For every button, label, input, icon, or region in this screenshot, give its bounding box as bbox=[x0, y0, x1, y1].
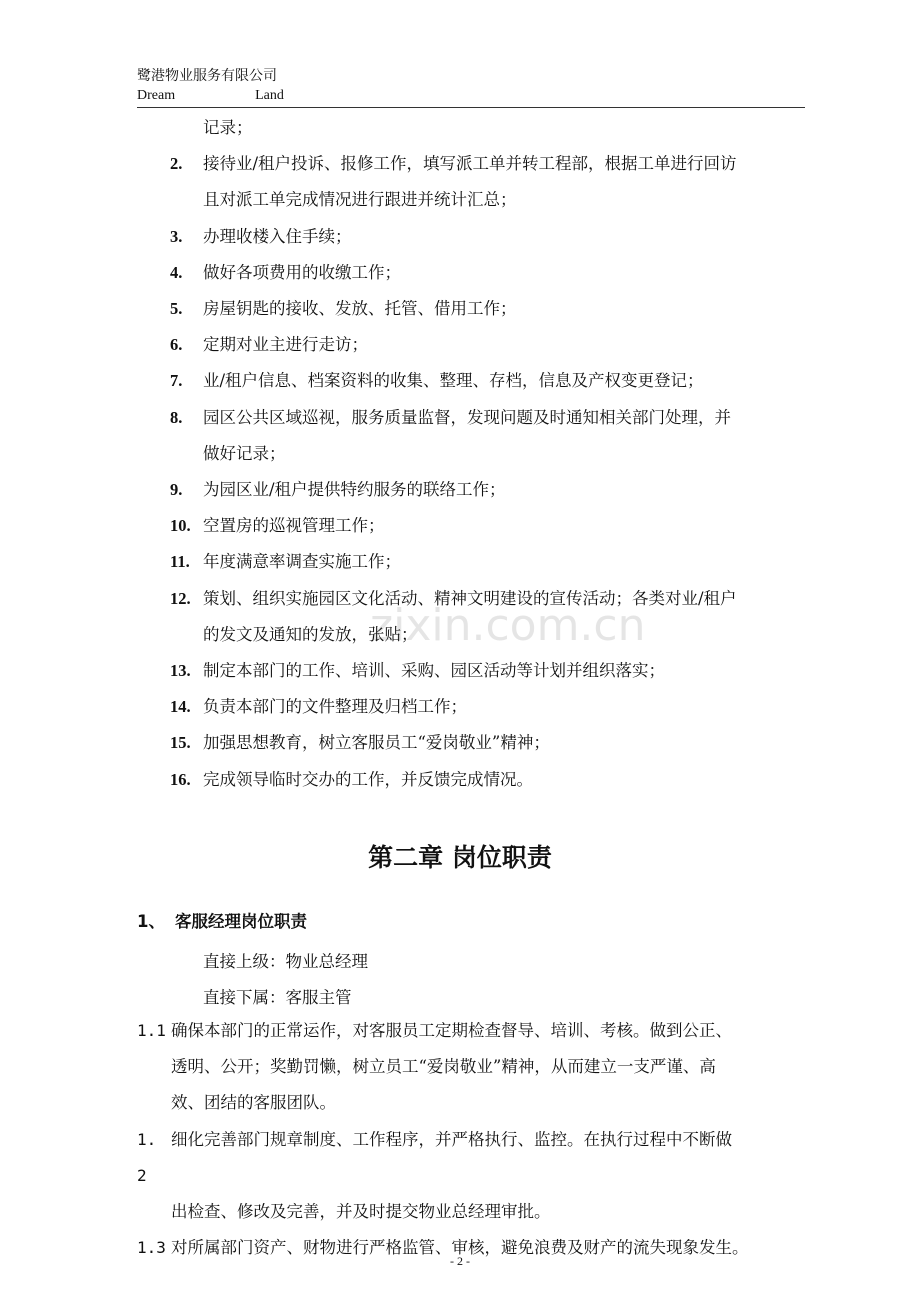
list-item bbox=[170, 762, 810, 798]
paragraph-number: 1. 2 bbox=[137, 1129, 157, 1185]
brand-left: Dream bbox=[137, 88, 176, 103]
duty-paragraph bbox=[137, 1122, 809, 1194]
section-heading bbox=[137, 908, 307, 932]
list-item-text: 园区公共区域巡视，服务质量监督，发现问题及时通知相关部门处理，并 bbox=[203, 407, 731, 427]
list-item-number: 6. bbox=[170, 335, 183, 355]
duty-paragraph bbox=[137, 1013, 809, 1049]
list-item bbox=[170, 146, 810, 182]
list-item-text: 房屋钥匙的接收、发放、托管、借用工作； bbox=[203, 299, 517, 319]
list-item-text: 加强思想教育，树立客服员工“爱岗敬业”精神； bbox=[203, 733, 550, 753]
chapter-title: 第二章 岗位职责 bbox=[368, 843, 552, 872]
list-item bbox=[170, 689, 810, 725]
list-item bbox=[170, 400, 810, 436]
list-item-text: 为园区业/租户提供特约服务的联络工作； bbox=[203, 480, 506, 500]
list-item-text: 业/租户信息、档案资料的收集、整理、存档，信息及产权变更登记； bbox=[203, 371, 704, 391]
list-item bbox=[170, 725, 810, 761]
list-item bbox=[170, 581, 810, 617]
list-item bbox=[170, 255, 810, 291]
list-item-text: 负责本部门的文件整理及归档工作； bbox=[203, 697, 467, 717]
list-item bbox=[170, 291, 810, 327]
list-item-text: 制定本部门的工作、培训、采购、园区活动等计划并组织落实； bbox=[203, 661, 665, 681]
list-item-number: 11. bbox=[170, 552, 190, 572]
header-brand bbox=[137, 88, 284, 104]
paragraph-text: 对所属部门资产、财物进行严格监管、审核，避免浪费及财产的流失现象发生。 bbox=[171, 1238, 749, 1258]
list-item-number: 12. bbox=[170, 588, 191, 608]
list-continuation: 记录； bbox=[203, 118, 253, 137]
list-item-text: 做好记录； bbox=[203, 443, 286, 463]
list-item-number: 13. bbox=[170, 661, 191, 681]
list-item-number: 16. bbox=[170, 769, 191, 789]
list-item-number: 8. bbox=[170, 407, 183, 427]
list-item-number: 9. bbox=[170, 480, 183, 500]
paragraph-text: 透明、公开；奖勤罚懒，树立员工“爱岗敬业”精神，从而建立一支严谨、高 bbox=[171, 1057, 716, 1077]
list-item-text: 的发文及通知的发放，张贴； bbox=[203, 624, 418, 644]
list-item-text: 年度满意率调查实施工作； bbox=[203, 552, 401, 572]
paragraph-number: 1.3 bbox=[137, 1238, 166, 1258]
list-item bbox=[170, 544, 810, 580]
list-item-text: 且对派工单完成情况进行跟进并统计汇总； bbox=[203, 190, 517, 210]
page-number: - 2 - bbox=[450, 1254, 470, 1268]
header-company: 鹭港物业服务有限公司 bbox=[137, 69, 277, 84]
duty-list bbox=[170, 110, 810, 798]
list-item bbox=[170, 508, 810, 544]
direct-superior: 直接上级：物业总经理 bbox=[203, 952, 368, 971]
list-item-text: 定期对业主进行走访； bbox=[203, 335, 368, 355]
list-item-text: 做好各项费用的收缴工作； bbox=[203, 262, 401, 282]
header-rule bbox=[137, 107, 805, 108]
list-item bbox=[170, 472, 810, 508]
watermark: zixin.com.cn bbox=[370, 600, 646, 651]
section-title: 客服经理岗位职责 bbox=[175, 912, 307, 931]
paragraph-number: 1.1 bbox=[137, 1021, 166, 1040]
list-item bbox=[170, 327, 810, 363]
paragraph-text: 出检查、修改及完善，并及时提交物业总经理审批。 bbox=[171, 1202, 551, 1222]
list-item-number: 14. bbox=[170, 697, 191, 717]
paragraph-text: 细化完善部门规章制度、工作程序，并严格执行、监控。在执行过程中不断做 bbox=[171, 1129, 732, 1149]
list-item-number: 3. bbox=[170, 226, 183, 246]
list-item-number: 10. bbox=[170, 516, 191, 536]
list-item bbox=[170, 363, 810, 399]
list-item-text: 空置房的巡视管理工作； bbox=[203, 516, 385, 536]
duty-paragraphs bbox=[137, 1013, 809, 1266]
list-item bbox=[170, 653, 810, 689]
direct-subordinate: 直接下属：客服主管 bbox=[203, 988, 352, 1007]
paragraph-text: 效、团结的客服团队。 bbox=[171, 1093, 336, 1113]
list-item-number: 4. bbox=[170, 262, 183, 282]
list-item-number: 2. bbox=[170, 154, 183, 174]
list-item bbox=[170, 219, 810, 255]
brand-right: Land bbox=[255, 88, 284, 103]
list-item-text: 办理收楼入住手续； bbox=[203, 226, 352, 246]
list-item-number: 15. bbox=[170, 733, 191, 753]
paragraph-text: 确保本部门的正常运作，对客服员工定期检查督导、培训、考核。做到公正、 bbox=[171, 1021, 732, 1040]
list-item-number: 5. bbox=[170, 299, 183, 319]
list-item-text: 策划、组织实施园区文化活动、精神文明建设的宣传活动；各类对业/租户 bbox=[203, 588, 737, 608]
list-item-text: 接待业/租户投诉、报修工作，填写派工单并转工程部，根据工单进行回访 bbox=[203, 154, 737, 174]
list-item-number: 7. bbox=[170, 371, 183, 391]
section-number: 1、 bbox=[137, 912, 165, 931]
list-item-text: 完成领导临时交办的工作，并反馈完成情况。 bbox=[203, 769, 533, 789]
